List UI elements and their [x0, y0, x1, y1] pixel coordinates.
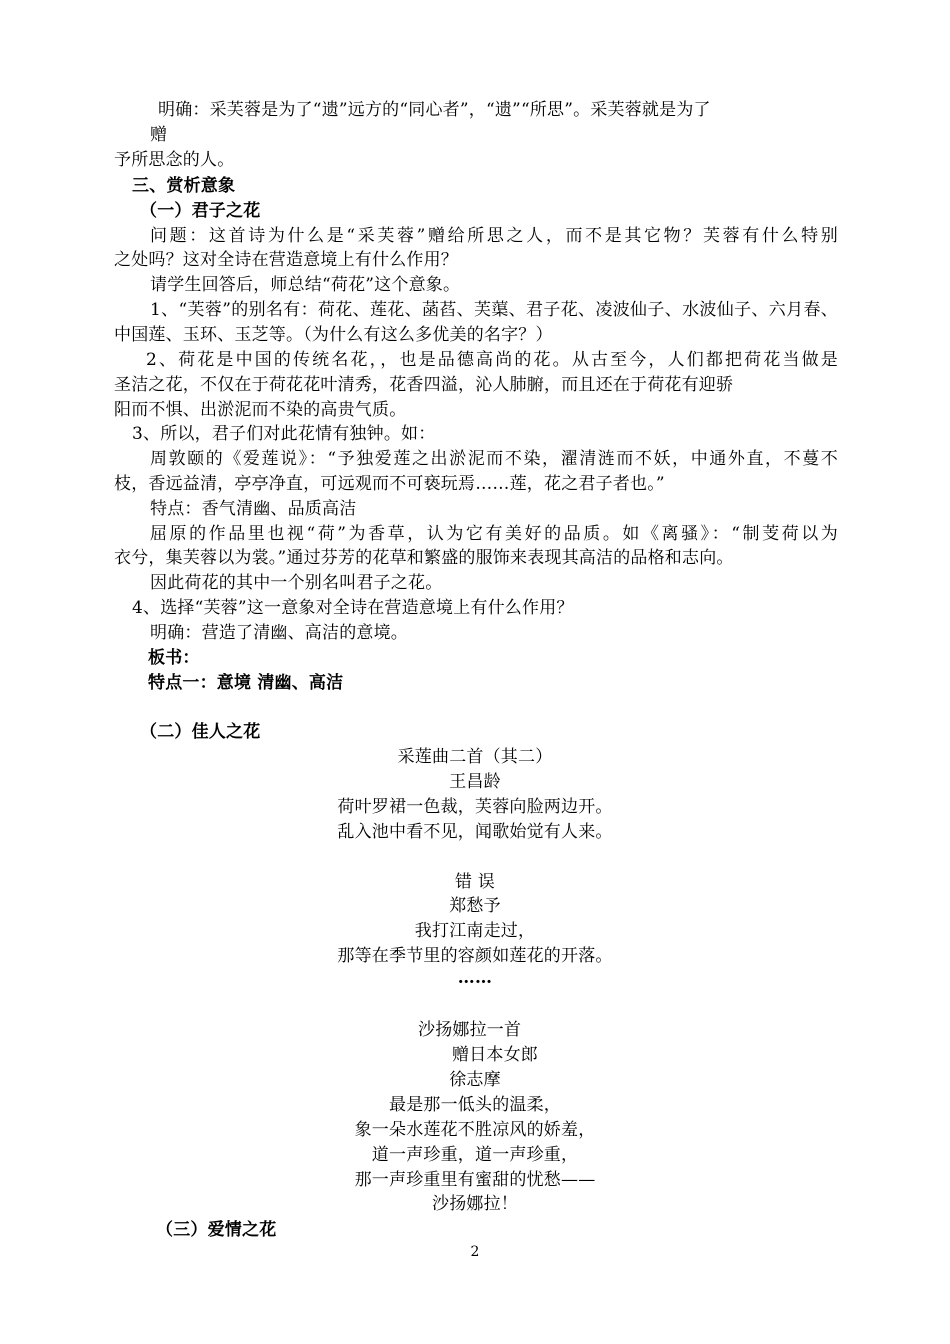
- subsection-heading-2: （二）佳人之花: [140, 722, 261, 742]
- subsection-heading-1: （一）君子之花: [140, 201, 261, 221]
- point-4-line: 4、选择“芙蓉”这一意象对全诗在营造意境上有什么作用？: [132, 598, 574, 618]
- quote-line-1: 周敦颐的《爱莲说》：“予独爱莲之出淤泥而不染，濯清涟而不妖，中通外直，不蔓不: [150, 449, 838, 469]
- question-line-1: 问题：这首诗为什么是“采芙蓉”赠给所思之人，而不是其它物？芙蓉有什么特别: [150, 226, 838, 246]
- poem-3-line-5: 沙扬娜拉！: [432, 1194, 518, 1214]
- point-2-line-2: 圣洁之花，不仅在于荷花花叶清秀，花香四溢，沁人肺腑，而且还在于荷花有迎骄: [114, 375, 734, 395]
- poem-3-author: 徐志摩: [449, 1070, 501, 1090]
- poem-2-line-1: 我打江南走过，: [414, 921, 536, 941]
- poem-3-line-4: 那一声珍重里有蜜甜的忧愁——: [354, 1170, 596, 1190]
- poem-1-title: 采莲曲二首（其二）: [397, 747, 553, 767]
- answer-line-3: 予所思念的人。: [114, 150, 235, 170]
- poem-3-title: 沙扬娜拉一首: [418, 1020, 522, 1040]
- subsection-heading-3: （三）爱情之花: [156, 1220, 277, 1240]
- quote-line-2: 枝，香远益清，亭亭净直，可远观而不可亵玩焉……莲，花之君子者也。”: [114, 474, 665, 494]
- summary-line: 请学生回答后，师总结“荷花”这个意象。: [150, 275, 461, 295]
- alias-line: 因此荷花的其中一个别名叫君子之花。: [150, 573, 443, 593]
- poem-1-author: 王昌龄: [449, 772, 501, 792]
- poem-3-line-2: 象一朵水莲花不胜凉风的娇羞，: [354, 1120, 596, 1140]
- blackboard-label: 板书：: [148, 648, 200, 668]
- point-2-line-3: 阳而不惧、出淤泥而不染的高贵气质。: [114, 400, 407, 420]
- poem-3-line-1: 最是那一低头的温柔，: [389, 1095, 561, 1115]
- page-number: 2: [470, 1244, 480, 1260]
- poem-1-line-1: 荷叶罗裙一色裁，芙蓉向脸两边开。: [337, 797, 613, 817]
- poem-3-line-3: 道一声珍重，道一声珍重，: [371, 1145, 579, 1165]
- answer-line-1: 明确：采芙蓉是为了“遗”远方的“同心者”，“遗”“所思”。采芙蓉就是为了: [158, 100, 711, 120]
- point-2-line-1: 2、荷花是中国的传统名花，，也是品德高尚的花。从古至今，人们都把荷花当做是: [146, 350, 838, 370]
- blackboard-content: 特点一：意境 清幽、高洁: [148, 673, 344, 693]
- poem-3-subtitle: 赠日本女郎: [452, 1045, 538, 1065]
- section-heading-3: 三、赏析意象: [132, 176, 236, 196]
- point-1-line-1: 1、“芙蓉”的别名有：荷花、莲花、菡萏、芙蕖、君子花、凌波仙子、水波仙子、六月春、: [150, 300, 838, 320]
- poem-2-ellipsis: ……: [457, 968, 493, 988]
- point-3-line: 3、所以，君子们对此花情有独钟。如：: [132, 424, 436, 444]
- answer-line-4: 明确：营造了清幽、高洁的意境。: [150, 623, 408, 643]
- question-line-2: 之处吗？这对全诗在营造意境上有什么作用？: [114, 250, 458, 270]
- answer-line-2: 赠: [150, 125, 168, 145]
- poem-1-line-2: 乱入池中看不见，闻歌始觉有人来。: [337, 822, 613, 842]
- quyuan-line-2: 衣兮，集芙蓉以为裳。”通过芬芳的花草和繁盛的服饰来表现其高洁的品格和志向。: [114, 548, 734, 568]
- poem-2-line-2: 那等在季节里的容颜如莲花的开落。: [337, 946, 613, 966]
- quyuan-line-1: 屈原的作品里也视“荷”为香草，认为它有美好的品质。如《离骚》：“制芰荷以为: [150, 524, 838, 544]
- poem-2-author: 郑愁予: [449, 896, 501, 916]
- poem-2-title: 错 误: [454, 872, 495, 892]
- point-1-line-2: 中国莲、玉环、玉芝等。（为什么有这么多优美的名字？）: [114, 325, 553, 345]
- feature-line: 特点：香气清幽、品质高洁: [150, 499, 357, 519]
